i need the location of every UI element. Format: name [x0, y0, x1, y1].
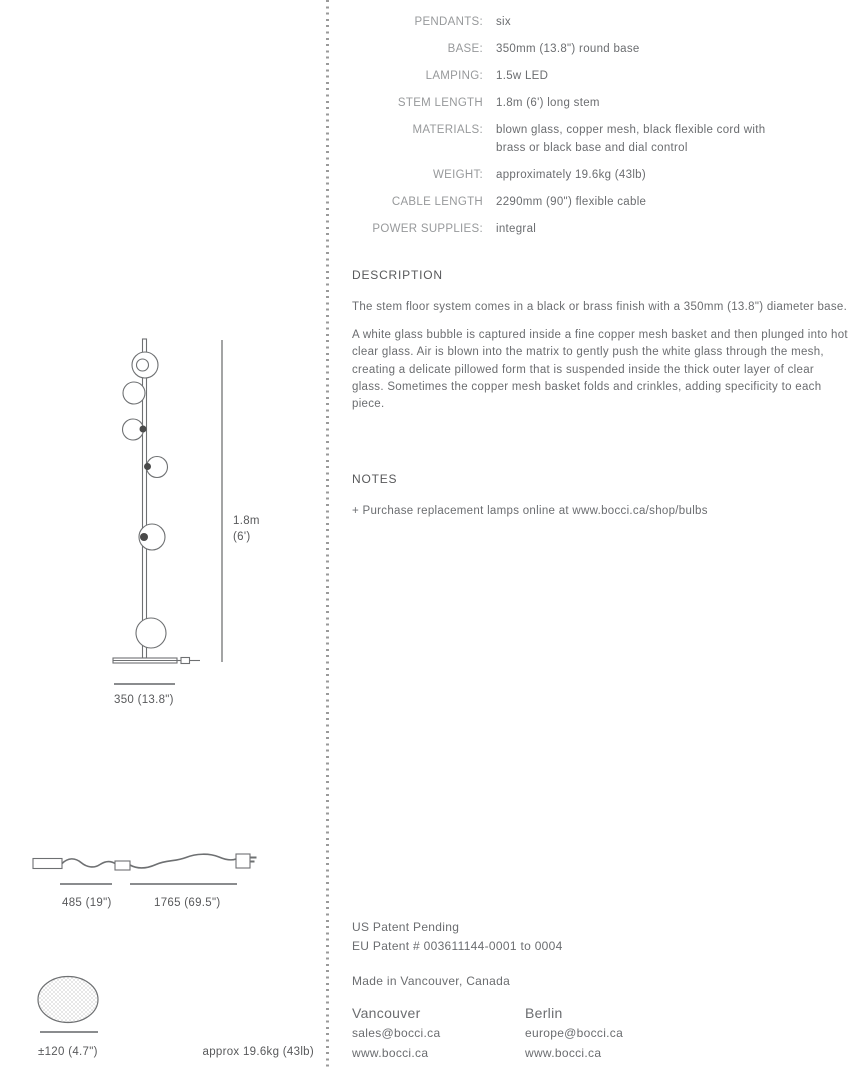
spec-label: MATERIALS:: [412, 124, 483, 136]
spec-row-cable-length: [352, 193, 846, 211]
cable-segment1-dimension-label: 485 (19"): [62, 897, 112, 909]
office-city: Vancouver: [352, 1005, 421, 1021]
note-item: + Purchase replacement lamps online at www.bocci.ca/shop/bulbs: [352, 505, 708, 517]
specification-table: [352, 13, 846, 247]
office-city: Berlin: [525, 1005, 563, 1021]
pendant-sphere: [132, 352, 158, 378]
pendant-sphere: [123, 382, 145, 404]
spec-value: approximately 19.6kg (43lb): [496, 169, 647, 181]
spec-label: LAMPING:: [425, 70, 483, 82]
spec-value: blown glass, copper mesh, black flexible cord with brass or black base and dial control: [496, 124, 766, 154]
spec-value: 1.8m (6') long stem: [496, 97, 600, 109]
patent-line: EU Patent # 003611144-0001 to 0004: [352, 939, 563, 953]
spec-row-stem-length: [352, 94, 846, 112]
office-website: www.bocci.ca: [525, 1046, 602, 1060]
spec-row-power-supplies: [352, 220, 846, 238]
pendant-weight-label: approx 19.6kg (43lb): [202, 1046, 314, 1058]
lamp-base-dimension-label: 350 (13.8"): [114, 694, 174, 706]
pendant-diameter-label: ±120 (4.7"): [38, 1046, 98, 1058]
spec-label: WEIGHT:: [432, 169, 483, 181]
spec-row-base: [352, 40, 846, 58]
made-in-line: Made in Vancouver, Canada: [352, 974, 511, 988]
spec-label: BASE:: [447, 43, 483, 55]
patent-line: US Patent Pending: [352, 920, 460, 934]
cable-segment: [62, 859, 115, 867]
pendant-glass-outline: [38, 977, 98, 1023]
pendant-socket: [140, 533, 148, 541]
spec-row-pendants: [352, 13, 846, 31]
cable-segment2-dimension-label: 1765 (69.5"): [154, 897, 221, 909]
spec-value: integral: [496, 223, 537, 235]
office-berlin: [525, 1003, 698, 1063]
spec-label: PENDANTS:: [414, 16, 483, 28]
notes-section: [352, 471, 848, 520]
inline-dimmer: [115, 861, 130, 870]
spec-row-weight: [352, 166, 846, 184]
spec-value: 2290mm (90") flexible cable: [496, 196, 647, 208]
office-website: www.bocci.ca: [352, 1046, 429, 1060]
pendant-socket: [140, 426, 147, 433]
description-paragraph: The stem floor system comes in a black or brass finish with a 350mm (13.8") diameter base.: [352, 301, 848, 313]
spec-value: 1.5w LED: [496, 70, 549, 82]
cable-segment: [130, 854, 236, 868]
spec-value: six: [496, 16, 511, 28]
spec-row-lamping: [352, 67, 846, 85]
spec-label: POWER SUPPLIES:: [372, 223, 483, 235]
pendant-glass-drawing: [30, 972, 122, 1038]
spec-row-materials: [352, 121, 846, 157]
office-vancouver: [352, 1003, 525, 1063]
spec-label: CABLE LENGTH: [391, 196, 483, 208]
office-email: europe@bocci.ca: [525, 1026, 624, 1040]
pendant-sphere: [136, 618, 166, 648]
dotted-column-divider: [326, 0, 329, 1071]
notes-heading: NOTES: [352, 472, 398, 486]
spec-label: STEM LENGTH: [397, 97, 483, 109]
height-metric: 1.8m: [233, 515, 260, 527]
lamp-height-dimension-label: [233, 513, 260, 545]
pendant-socket: [144, 463, 151, 470]
description-heading: DESCRIPTION: [352, 268, 443, 282]
description-body: [352, 299, 848, 413]
office-email: sales@bocci.ca: [352, 1026, 441, 1040]
wall-plug: [236, 854, 250, 868]
height-imperial: (6'): [233, 531, 251, 543]
description-paragraph: A white glass bubble is captured inside a fine copper mesh basket and then plunged into hot clear glass. Air is blown into the matrix to gently push the white glass through the mesh, creating a delicate pillowed form that is suspended inside the thick outer layer of clear glass. Sometimes the copper mesh basket folds and crinkles, adding specificity to each piece.: [352, 329, 848, 411]
patent-block: [352, 918, 848, 956]
description-section: [352, 267, 848, 424]
office-contacts: [352, 1003, 772, 1063]
power-cable-drawing: [25, 848, 270, 893]
spec-value: 350mm (13.8") round base: [496, 43, 640, 55]
dial-control: [181, 658, 190, 664]
cable-connector: [33, 859, 62, 869]
